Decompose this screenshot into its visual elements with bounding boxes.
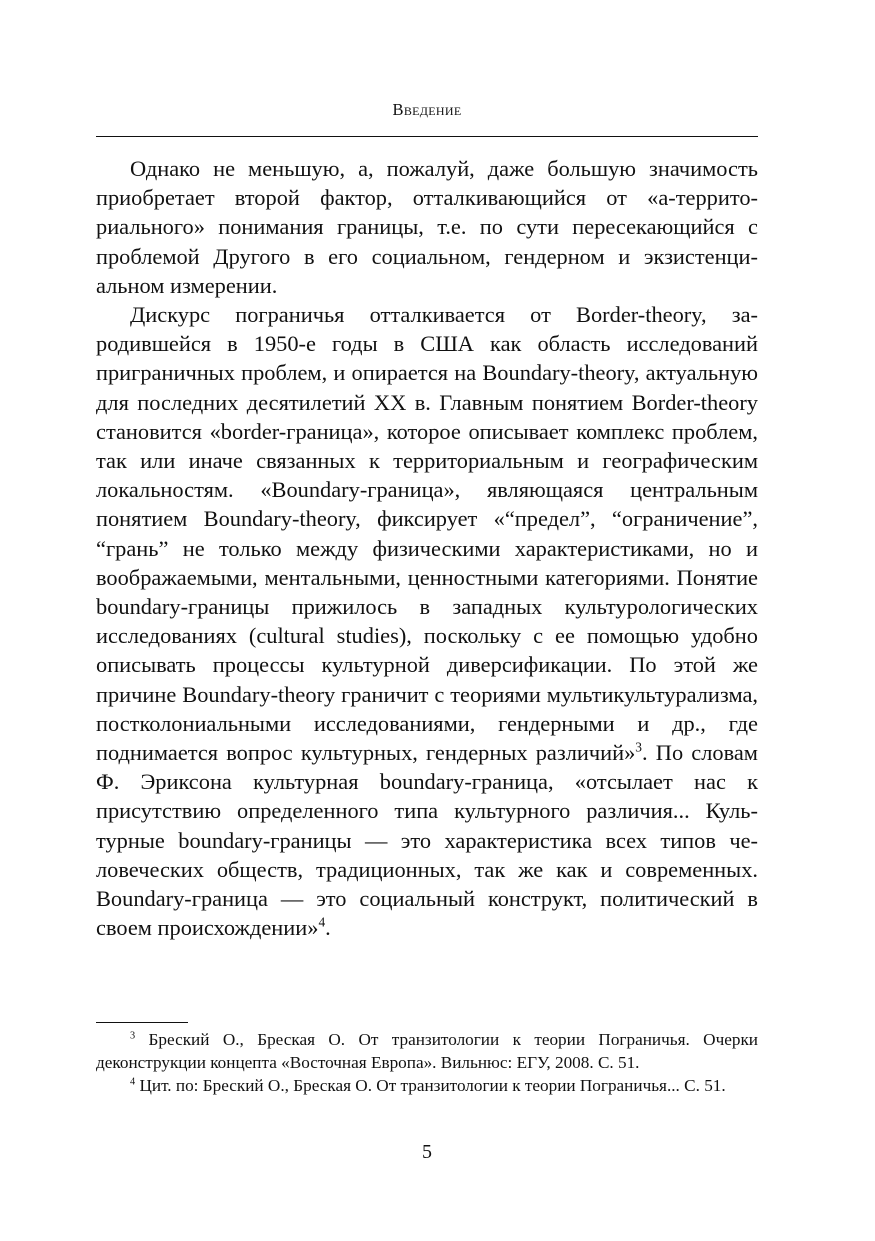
paragraph-2-part-3: . (325, 915, 331, 941)
footnote-text-4: Цит. по: Бреский О., Бреская О. От транзитологии к теории Пограничья... С. 51. (139, 1076, 726, 1095)
footnote-number-4: 4 (130, 1076, 136, 1088)
footnote-3 (96, 1029, 758, 1074)
paragraph-2-part-2: . По словам Ф. Эриксона культурная boundary-граница, «отсылает нас к присутствию определенного типа культурного различия... Культурные boundary-границы — это характеристика всех типов человеческих обществ, традиционных, так же как и современных. Boundary-граница — это социальный конструкт, политический в своем происхождении» (96, 740, 758, 941)
footnote-ref-4: 4 (318, 914, 326, 930)
paragraph-1: Однако не меньшую, а, пожалуй, даже большую значимость приобретает второй фактор, отталкивающийся от «а-территориального» понимания границы, т.е. по сути пересекающийся с проблемой Другого в его социальном, гендерном и экзистенциальном измерении. (96, 156, 758, 298)
footnotes (96, 1029, 758, 1099)
header-rule (96, 136, 758, 137)
footnote-text-3: Бреский О., Бреская О. От транзитологии к теории Пограничья. Очерки деконструкции концепта «Восточная Европа». Вильнюс: ЕГУ, 2008. С. 51. (96, 1030, 758, 1072)
footnote-number-3: 3 (130, 1030, 136, 1042)
footnote-ref-3: 3 (635, 739, 643, 755)
footnote-rule (96, 1022, 188, 1023)
footnote-4 (96, 1075, 758, 1098)
page-number: 5 (422, 1141, 432, 1163)
main-text (96, 154, 758, 942)
paragraph-2-part-1: Дискурс пограничья отталкивается от Border-theory, зародившейся в 1950-е годы в США как область исследований приграничных проблем, и опирается на Boundary-theory, актуальную для последних десятилетий XX в. Главным понятием Border-theory становится «border-граница», которое описывает комплекс проблем, так или иначе связанных к территориальным и географическим локальностям. «Boundary-граница», являющаяся центральным понятием Boundary-theory, фиксирует «“предел”, “ограничение”, “грань” не только между физическими характеристиками, но и воображаемыми, ментальными, ценностными категориями. Понятие boundary-границы прижилось в западных культурологических исследованиях (cultural studies), поскольку с ее помощью удобно описывать процессы культурной диверсификации. По этой же причине Boundary-theory граничит с теориями мультикультурализма, постколониальными исследованиями, гендерными и др., где поднимается вопрос культурных, гендерных различий» (96, 302, 758, 766)
running-head-title: Введение (392, 100, 462, 119)
paragraph-2 (96, 300, 758, 942)
